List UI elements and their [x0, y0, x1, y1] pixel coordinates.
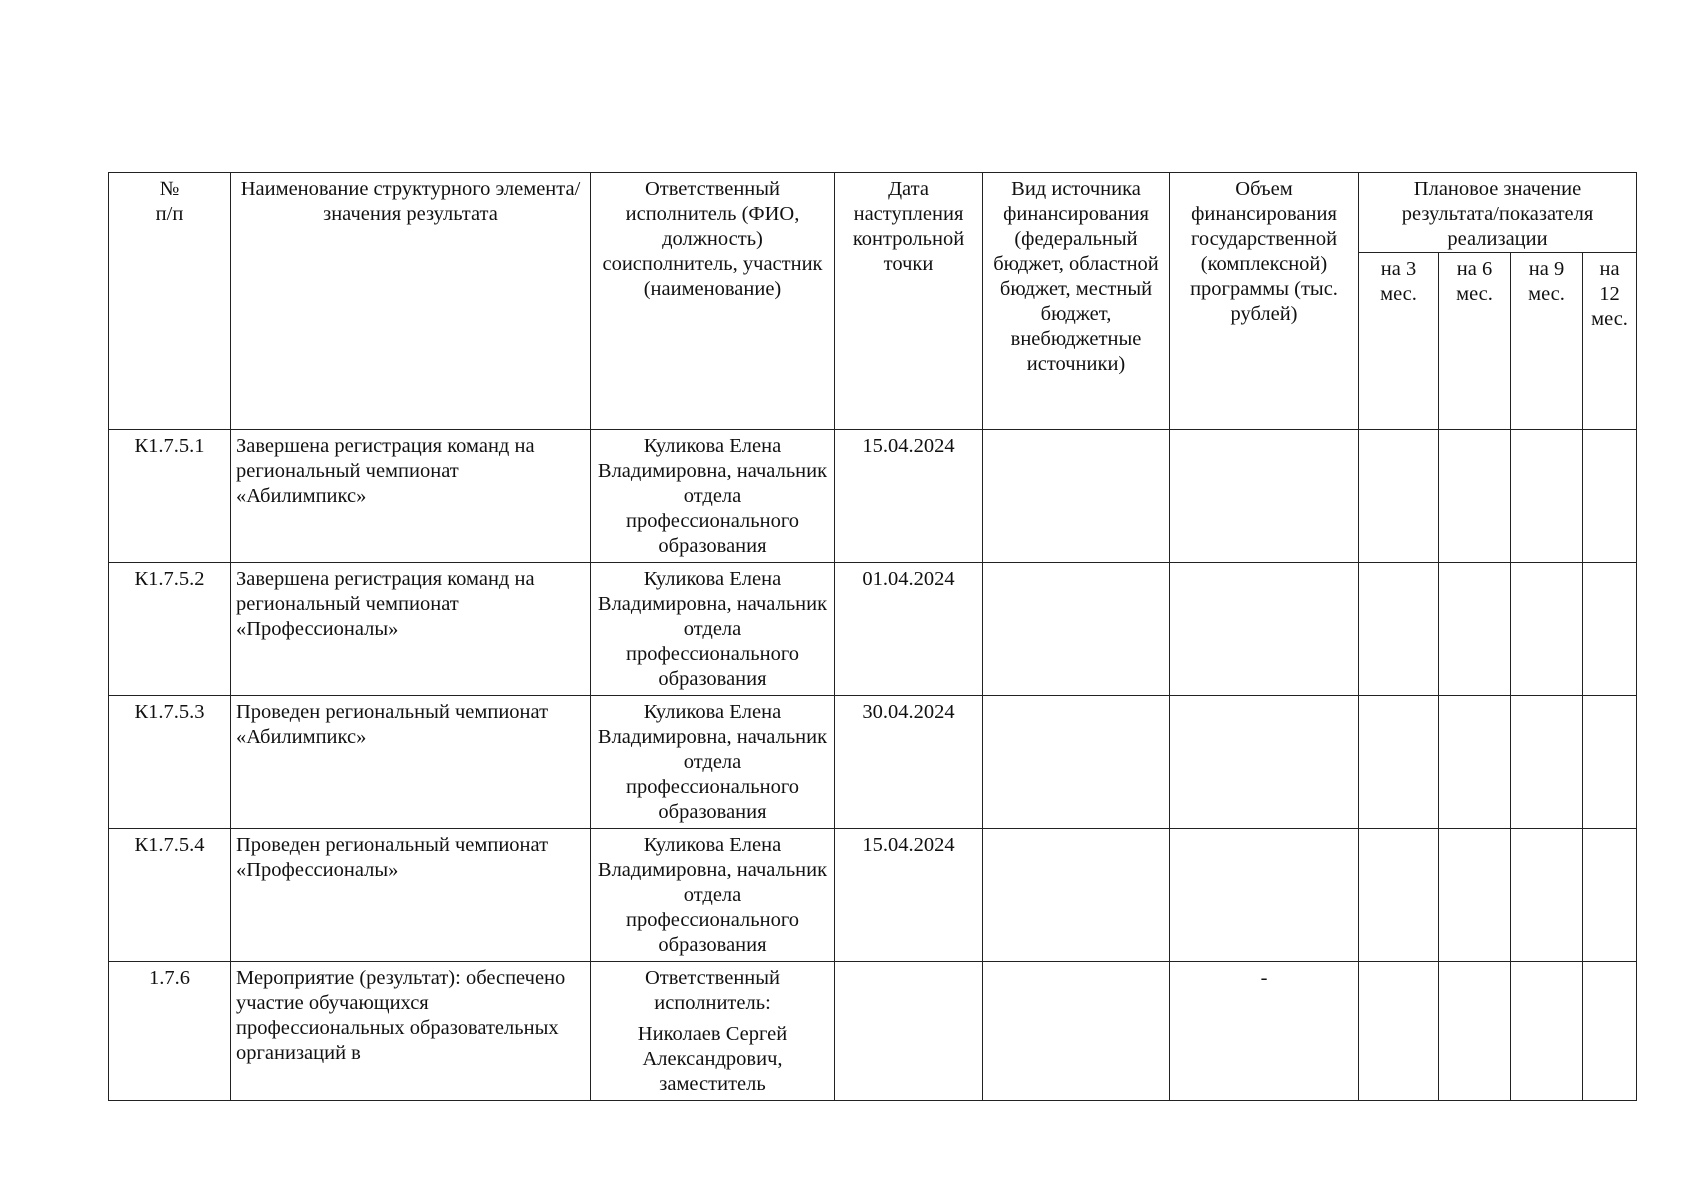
header-date: Дата наступления контрольной точки	[835, 173, 983, 430]
cell-num: К1.7.5.4	[109, 829, 231, 962]
table-row	[109, 696, 1637, 829]
cell-date	[835, 962, 983, 1101]
executor-label: Ответственный исполнитель:	[644, 967, 781, 1014]
cell-source	[983, 563, 1170, 696]
table-row	[109, 829, 1637, 962]
cell-m3	[1359, 563, 1439, 696]
cell-source	[983, 829, 1170, 962]
cell-num: К1.7.5.1	[109, 430, 231, 563]
cell-source	[983, 696, 1170, 829]
cell-date: 15.04.2024	[835, 430, 983, 563]
cell-date: 01.04.2024	[835, 563, 983, 696]
plan-table	[108, 172, 1637, 1101]
cell-m6	[1439, 563, 1511, 696]
cell-num: К1.7.5.3	[109, 696, 231, 829]
cell-num: К1.7.5.2	[109, 563, 231, 696]
cell-m9	[1511, 430, 1583, 563]
cell-m3	[1359, 696, 1439, 829]
cell-m9	[1511, 829, 1583, 962]
header-name: Наименование структурного элемента/ значения результата	[231, 173, 591, 430]
cell-m3	[1359, 962, 1439, 1101]
cell-name: Завершена регистрация команд на региональный чемпионат «Абилимпикс»	[231, 430, 591, 563]
cell-m3	[1359, 430, 1439, 563]
cell-executor: Куликова Елена Владимировна, начальник отдела профессионального образования	[591, 829, 835, 962]
header-num: № п/п	[109, 173, 231, 430]
header-m6: на 6 мес.	[1439, 253, 1511, 430]
cell-volume	[1170, 430, 1359, 563]
executor-value: Николаев Сергей Александрович, заместитель	[637, 1023, 788, 1095]
cell-m12	[1583, 696, 1637, 829]
cell-executor: Куликова Елена Владимировна, начальник отдела профессионального образования	[591, 696, 835, 829]
cell-m9	[1511, 962, 1583, 1101]
header-source: Вид источника финансирования (федеральный бюджет, областной бюджет, местный бюджет, внебюджетные источники)	[983, 173, 1170, 430]
cell-name: Проведен региональный чемпионат «Профессионалы»	[231, 829, 591, 962]
table-row	[109, 962, 1637, 1101]
cell-m12	[1583, 563, 1637, 696]
cell-executor: Куликова Елена Владимировна, начальник отдела профессионального образования	[591, 563, 835, 696]
cell-m6	[1439, 696, 1511, 829]
cell-m12	[1583, 430, 1637, 563]
cell-volume: -	[1170, 962, 1359, 1101]
cell-name: Завершена регистрация команд на региональный чемпионат «Профессионалы»	[231, 563, 591, 696]
header-m12: на 12 мес.	[1583, 253, 1637, 430]
header-m9: на 9 мес.	[1511, 253, 1583, 430]
cell-date: 15.04.2024	[835, 829, 983, 962]
cell-executor: Куликова Елена Владимировна, начальник отдела профессионального образования	[591, 430, 835, 563]
cell-m6	[1439, 962, 1511, 1101]
cell-date: 30.04.2024	[835, 696, 983, 829]
header-m3: на 3 мес.	[1359, 253, 1439, 430]
cell-source	[983, 430, 1170, 563]
cell-volume	[1170, 829, 1359, 962]
cell-m9	[1511, 563, 1583, 696]
cell-executor	[591, 962, 835, 1101]
header-executor: Ответственный исполнитель (ФИО, должность) соисполнитель, участник (наименование)	[591, 173, 835, 430]
cell-m3	[1359, 829, 1439, 962]
cell-num: 1.7.6	[109, 962, 231, 1101]
header-row	[109, 173, 1637, 253]
cell-name: Мероприятие (результат): обеспечено участие обучающихся профессиональных образовательных организаций в	[231, 962, 591, 1101]
header-volume: Объем финансирования государственной (комплексной) программы (тыс. рублей)	[1170, 173, 1359, 430]
cell-m12	[1583, 962, 1637, 1101]
cell-volume	[1170, 563, 1359, 696]
table-row	[109, 430, 1637, 563]
table-row	[109, 563, 1637, 696]
cell-volume	[1170, 696, 1359, 829]
cell-m6	[1439, 829, 1511, 962]
cell-m6	[1439, 430, 1511, 563]
cell-name: Проведен региональный чемпионат «Абилимпикс»	[231, 696, 591, 829]
cell-m9	[1511, 696, 1583, 829]
header-planned: Плановое значение результата/показателя реализации	[1359, 173, 1637, 253]
cell-source	[983, 962, 1170, 1101]
cell-m12	[1583, 829, 1637, 962]
